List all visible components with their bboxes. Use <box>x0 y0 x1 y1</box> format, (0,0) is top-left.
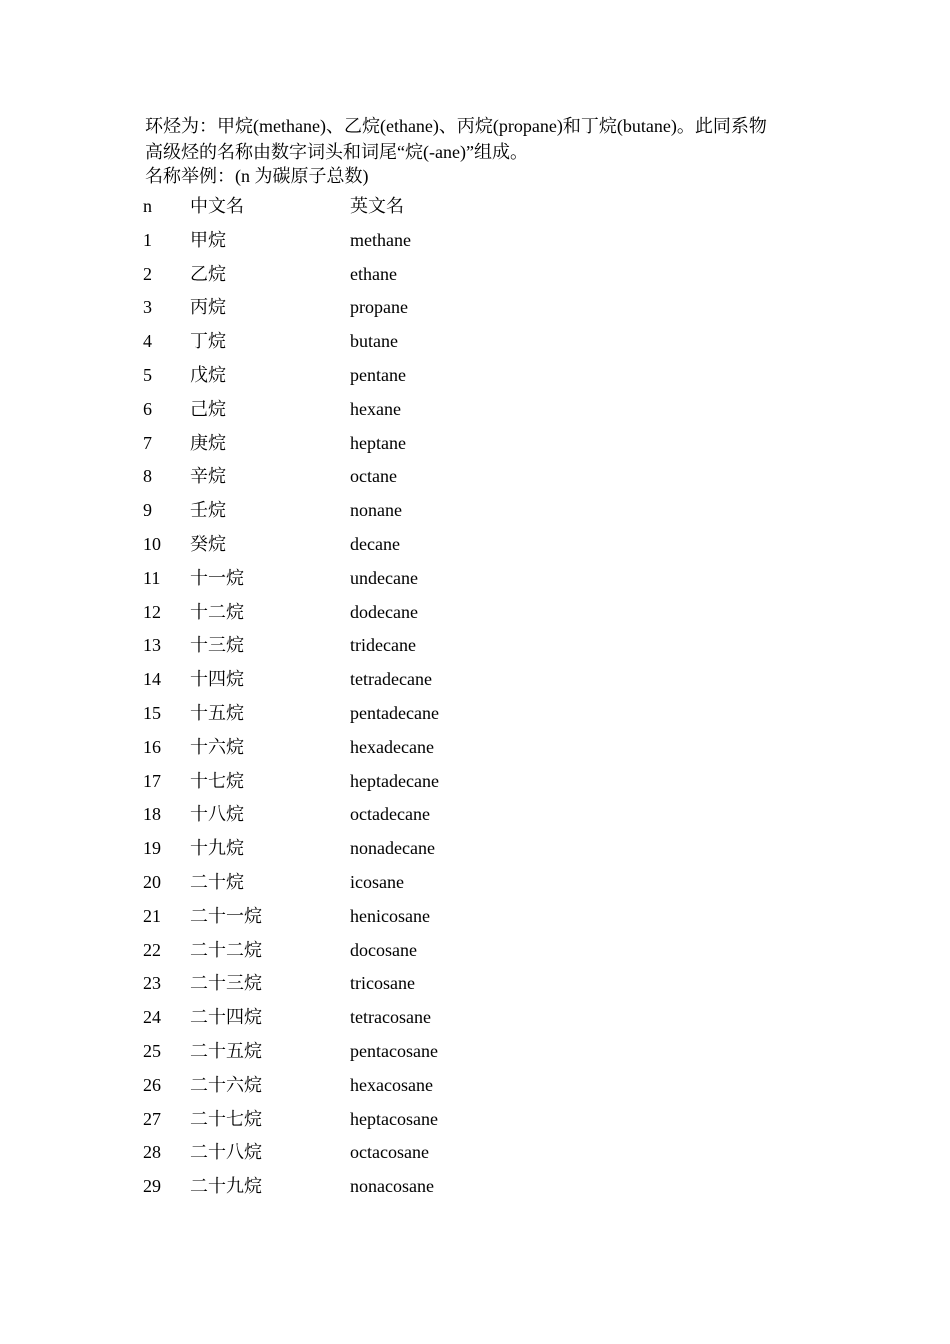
carbon-count-cell: 12 <box>143 601 161 622</box>
carbon-count-cell: 23 <box>143 973 161 994</box>
carbon-count-cell: 3 <box>143 297 152 318</box>
english-name-cell: nonadecane <box>350 838 435 859</box>
table-row <box>143 262 643 296</box>
carbon-count-cell: 5 <box>143 364 152 385</box>
english-name-cell: tetracosane <box>350 1007 431 1028</box>
english-name-cell: methane <box>350 229 411 250</box>
english-name-cell: octane <box>350 466 397 487</box>
table-row <box>143 1107 643 1141</box>
table-row <box>143 566 643 600</box>
chinese-name-cell: 甲烷 <box>190 229 226 250</box>
english-name-cell: hexane <box>350 398 401 419</box>
table-row <box>143 464 643 498</box>
table-row <box>143 295 643 329</box>
english-name-cell: hexadecane <box>350 736 434 757</box>
chinese-name-cell: 丙烷 <box>190 297 226 318</box>
english-name-cell: ethane <box>350 263 397 284</box>
intro-line-2: 高级烃的名称由数字词头和词尾“烷(-ane)”组成。 <box>145 142 528 162</box>
table-row <box>143 397 643 431</box>
chinese-name-cell: 二十烷 <box>190 871 244 892</box>
carbon-count-cell: 11 <box>143 567 161 588</box>
table-row <box>143 938 643 972</box>
header-chinese-name: 中文名 <box>190 196 244 216</box>
table-row <box>143 633 643 667</box>
header-n: n <box>143 196 152 216</box>
english-name-cell: dodecane <box>350 601 418 622</box>
english-name-cell: icosane <box>350 871 404 892</box>
carbon-count-cell: 15 <box>143 702 161 723</box>
chinese-name-cell: 二十一烷 <box>190 905 262 926</box>
chinese-name-cell: 辛烷 <box>190 466 226 487</box>
table-row <box>143 228 643 262</box>
table-row <box>143 1140 643 1174</box>
header-english-name: 英文名 <box>350 196 404 216</box>
chinese-name-cell: 十七烷 <box>190 770 244 791</box>
chinese-name-cell: 壬烷 <box>190 500 226 521</box>
english-name-cell: hexacosane <box>350 1074 433 1095</box>
carbon-count-cell: 16 <box>143 736 161 757</box>
chinese-name-cell: 二十六烷 <box>190 1074 262 1095</box>
chinese-name-cell: 十三烷 <box>190 635 244 656</box>
carbon-count-cell: 24 <box>143 1007 161 1028</box>
alkane-name-table <box>143 194 643 1208</box>
carbon-count-cell: 7 <box>143 432 152 453</box>
carbon-count-cell: 25 <box>143 1040 161 1061</box>
chinese-name-cell: 二十五烷 <box>190 1040 262 1061</box>
table-row <box>143 735 643 769</box>
carbon-count-cell: 4 <box>143 331 152 352</box>
chinese-name-cell: 戊烷 <box>190 364 226 385</box>
table-header-row <box>143 194 643 228</box>
chinese-name-cell: 二十七烷 <box>190 1108 262 1129</box>
english-name-cell: butane <box>350 331 398 352</box>
carbon-count-cell: 29 <box>143 1176 161 1197</box>
english-name-cell: henicosane <box>350 905 430 926</box>
carbon-count-cell: 19 <box>143 838 161 859</box>
chinese-name-cell: 十二烷 <box>190 601 244 622</box>
chinese-name-cell: 十六烷 <box>190 736 244 757</box>
table-row <box>143 532 643 566</box>
carbon-count-cell: 28 <box>143 1142 161 1163</box>
table-row <box>143 1005 643 1039</box>
english-name-cell: heptacosane <box>350 1108 438 1129</box>
chinese-name-cell: 十八烷 <box>190 804 244 825</box>
table-row <box>143 363 643 397</box>
carbon-count-cell: 20 <box>143 871 161 892</box>
english-name-cell: pentadecane <box>350 702 439 723</box>
english-name-cell: decane <box>350 533 400 554</box>
chinese-name-cell: 丁烷 <box>190 331 226 352</box>
table-row <box>143 431 643 465</box>
carbon-count-cell: 6 <box>143 398 152 419</box>
carbon-count-cell: 21 <box>143 905 161 926</box>
carbon-count-cell: 17 <box>143 770 161 791</box>
chinese-name-cell: 十四烷 <box>190 669 244 690</box>
chinese-name-cell: 二十四烷 <box>190 1007 262 1028</box>
chinese-name-cell: 十五烷 <box>190 702 244 723</box>
english-name-cell: pentacosane <box>350 1040 438 1061</box>
english-name-cell: nonane <box>350 500 402 521</box>
english-name-cell: tricosane <box>350 973 415 994</box>
table-row <box>143 498 643 532</box>
english-name-cell: tetradecane <box>350 669 432 690</box>
english-name-cell: octacosane <box>350 1142 429 1163</box>
carbon-count-cell: 26 <box>143 1074 161 1095</box>
carbon-count-cell: 27 <box>143 1108 161 1129</box>
english-name-cell: tridecane <box>350 635 416 656</box>
carbon-count-cell: 10 <box>143 533 161 554</box>
english-name-cell: nonacosane <box>350 1176 434 1197</box>
chinese-name-cell: 二十二烷 <box>190 939 262 960</box>
english-name-cell: propane <box>350 297 408 318</box>
table-row <box>143 836 643 870</box>
english-name-cell: undecane <box>350 567 418 588</box>
chinese-name-cell: 癸烷 <box>190 533 226 554</box>
english-name-cell: heptane <box>350 432 406 453</box>
carbon-count-cell: 1 <box>143 229 152 250</box>
carbon-count-cell: 14 <box>143 669 161 690</box>
chinese-name-cell: 十一烷 <box>190 567 244 588</box>
table-row <box>143 971 643 1005</box>
table-row <box>143 329 643 363</box>
intro-line-3: 名称举例：(n 为碳原子总数) <box>145 166 369 186</box>
table-row <box>143 802 643 836</box>
english-name-cell: heptadecane <box>350 770 439 791</box>
chinese-name-cell: 二十三烷 <box>190 973 262 994</box>
table-row <box>143 600 643 634</box>
table-row <box>143 870 643 904</box>
table-row <box>143 701 643 735</box>
chinese-name-cell: 庚烷 <box>190 432 226 453</box>
intro-line-1: 环烃为：甲烷(methane)、乙烷(ethane)、丙烷(propane)和丁烷(butane)。此同系物 <box>145 116 767 136</box>
chinese-name-cell: 二十九烷 <box>190 1176 262 1197</box>
carbon-count-cell: 8 <box>143 466 152 487</box>
table-row <box>143 904 643 938</box>
chinese-name-cell: 乙烷 <box>190 263 226 284</box>
carbon-count-cell: 13 <box>143 635 161 656</box>
carbon-count-cell: 9 <box>143 500 152 521</box>
chinese-name-cell: 十九烷 <box>190 838 244 859</box>
chinese-name-cell: 己烷 <box>190 398 226 419</box>
table-row <box>143 1039 643 1073</box>
carbon-count-cell: 18 <box>143 804 161 825</box>
table-row <box>143 667 643 701</box>
table-row <box>143 1174 643 1208</box>
english-name-cell: pentane <box>350 364 406 385</box>
chinese-name-cell: 二十八烷 <box>190 1142 262 1163</box>
english-name-cell: docosane <box>350 939 417 960</box>
table-row <box>143 1073 643 1107</box>
carbon-count-cell: 22 <box>143 939 161 960</box>
english-name-cell: octadecane <box>350 804 430 825</box>
table-row <box>143 769 643 803</box>
carbon-count-cell: 2 <box>143 263 152 284</box>
